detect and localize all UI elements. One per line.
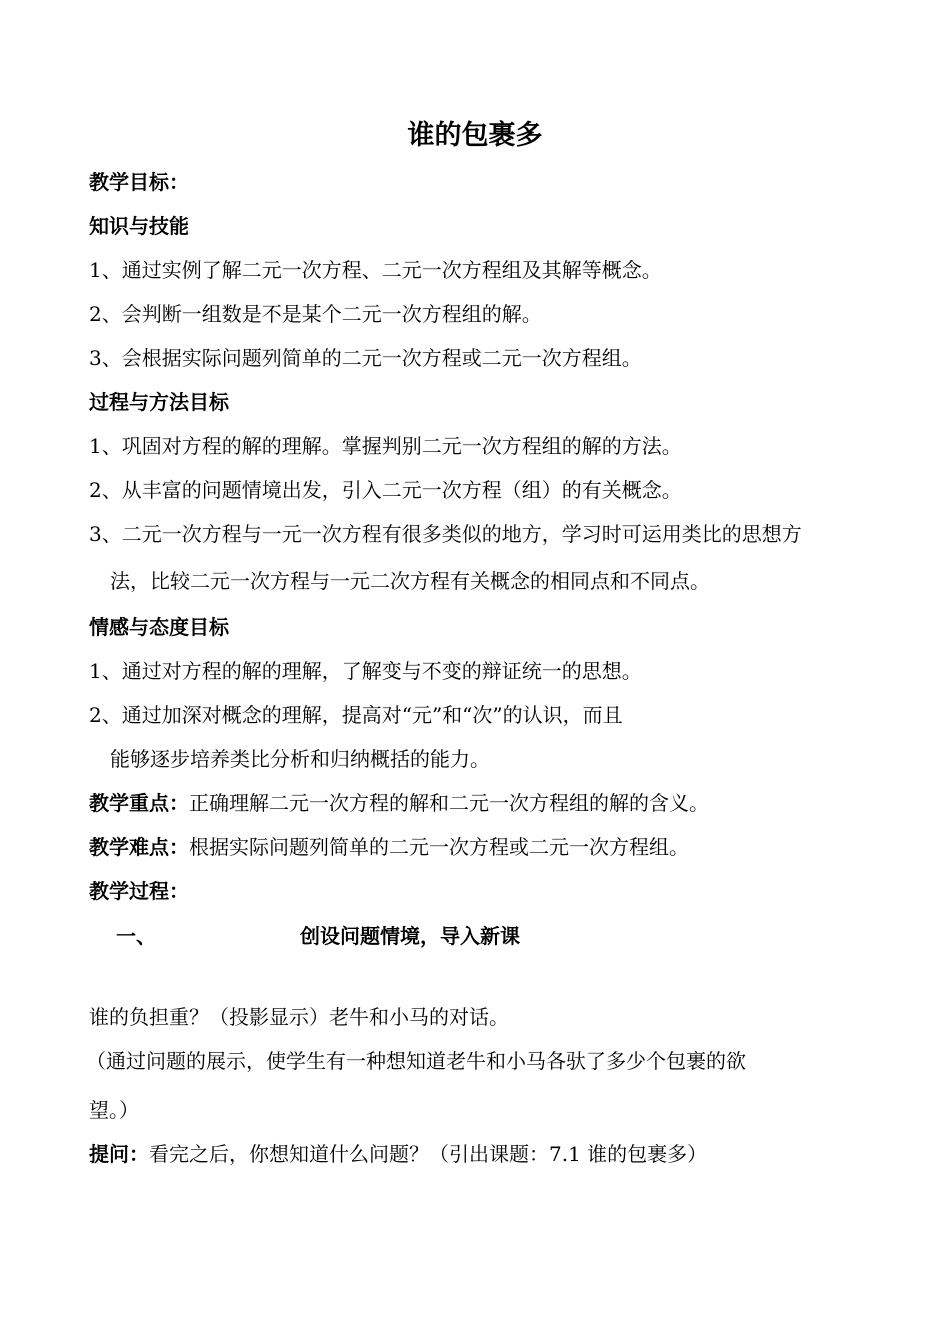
page-title: 谁的包裹多 [407,120,543,151]
question-text: 看完之后，你想知道什么问题？（引出课题：7.1 谁的包裹多） [149,1142,708,1166]
key-point [89,789,709,817]
process-item-continued: 法，比较二元一次方程与一元二次方程有关概念的相同点和不同点。 [110,569,710,593]
process-item: 1、巩固对方程的解的理解。掌握判别二元一次方程组的解的方法。 [89,434,682,458]
question-label: 提问： [89,1142,149,1166]
difficult-point-text: 根据实际问题列简单的二元一次方程或二元一次方程组。 [189,835,689,859]
teaching-goals-heading: 教学目标： [89,170,189,194]
process-heading: 过程与方法目标 [89,390,229,414]
body-paragraph-continued: 望。） [89,1098,139,1122]
knowledge-item: 1、通过实例了解二元一次方程、二元一次方程组及其解等概念。 [89,258,662,282]
process-item: 3、二元一次方程与一元一次方程有很多类似的地方，学习时可运用类比的思想方 [89,522,802,546]
knowledge-item: 2、会判断一组数是不是某个二元一次方程组的解。 [89,302,542,326]
key-point-label: 教学重点： [89,791,189,815]
knowledge-heading: 知识与技能 [89,214,189,238]
difficult-point-label: 教学难点： [89,835,189,859]
section-number: 一、 [116,924,156,948]
body-paragraph: 谁的负担重？（投影显示）老牛和小马的对话。 [89,1005,509,1029]
section-title: 创设问题情境，导入新课 [300,924,520,948]
attitude-item-continued: 能够逐步培养类比分析和归纳概括的能力。 [110,747,490,771]
process-item: 2、从丰富的问题情境出发，引入二元一次方程（组）的有关概念。 [89,478,682,502]
attitude-heading: 情感与态度目标 [89,615,229,639]
attitude-item: 2、通过加深对概念的理解，提高对“元”和“次”的认识，而且 [89,703,623,727]
difficult-point [89,833,689,861]
attitude-item: 1、通过对方程的解的理解，了解变与不变的辩证统一的思想。 [89,659,642,683]
question [89,1140,707,1168]
teaching-process-heading: 教学过程： [89,879,189,903]
key-point-text: 正确理解二元一次方程的解和二元一次方程组的解的含义。 [189,791,709,815]
knowledge-item: 3、会根据实际问题列简单的二元一次方程或二元一次方程组。 [89,346,642,370]
body-paragraph: （通过问题的展示，使学生有一种想知道老牛和小马各驮了多少个包裹的欲 [86,1049,746,1073]
